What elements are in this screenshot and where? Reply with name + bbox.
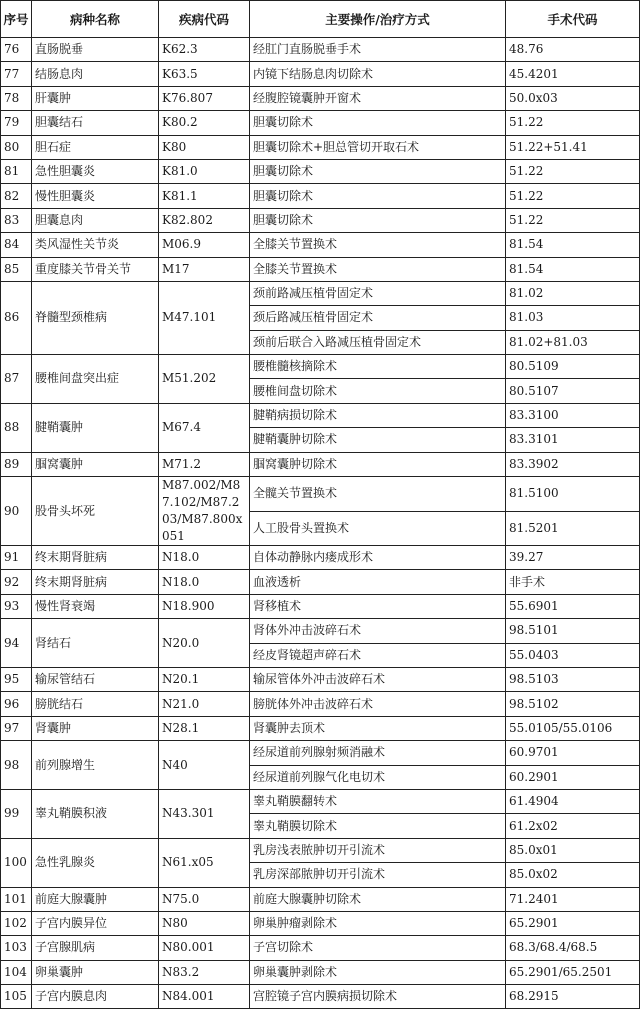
operation-cell: 腘窝囊肿切除术 <box>250 452 506 476</box>
operation-cell: 乳房深部脓肿切开引流术 <box>250 863 506 887</box>
disease-code-cell: K82.802 <box>159 208 250 232</box>
disease-code-cell: M51.202 <box>159 355 250 404</box>
disease-name-cell: 子宫腺肌病 <box>32 936 159 960</box>
disease-code-cell: M67.4 <box>159 403 250 452</box>
disease-name-cell: 胆石症 <box>32 135 159 159</box>
op-code-cell: 98.5101 <box>506 619 640 643</box>
disease-name-cell: 直肠脱垂 <box>32 38 159 62</box>
operation-cell: 输尿管体外冲击波碎石术 <box>250 667 506 691</box>
op-code-cell: 98.5102 <box>506 692 640 716</box>
disease-name-cell: 肾囊肿 <box>32 716 159 740</box>
disease-code-cell: K63.5 <box>159 62 250 86</box>
operation-cell: 内镜下结肠息肉切除术 <box>250 62 506 86</box>
operation-cell: 胆囊切除术 <box>250 111 506 135</box>
table-row <box>1 281 640 305</box>
op-code-cell: 68.3/68.4/68.5 <box>506 936 640 960</box>
disease-name-cell: 慢性胆囊炎 <box>32 184 159 208</box>
seq-cell: 93 <box>1 594 32 618</box>
operation-cell: 经腹腔镜囊肿开窗术 <box>250 86 506 110</box>
seq-cell: 89 <box>1 452 32 476</box>
disease-code-cell: K80.2 <box>159 111 250 135</box>
disease-code-cell: N61.x05 <box>159 838 250 887</box>
disease-name-cell: 胆囊息肉 <box>32 208 159 232</box>
header-seq: 序号 <box>1 1 32 38</box>
seq-cell: 85 <box>1 257 32 281</box>
disease-name-cell: 卵巢囊肿 <box>32 960 159 984</box>
operation-cell: 全膝关节置换术 <box>250 257 506 281</box>
header-operation: 主要操作/治疗方式 <box>250 1 506 38</box>
disease-code-cell: M47.101 <box>159 281 250 354</box>
disease-code-cell: N18.0 <box>159 570 250 594</box>
operation-cell: 卵巢囊肿剥除术 <box>250 960 506 984</box>
disease-code-cell: N80.001 <box>159 936 250 960</box>
table-body <box>1 38 640 1009</box>
disease-name-cell: 腰椎间盘突出症 <box>32 355 159 404</box>
disease-name-cell: 肝囊肿 <box>32 86 159 110</box>
table-row <box>1 38 640 62</box>
disease-code-cell: N40 <box>159 741 250 790</box>
operation-cell: 睾丸鞘膜翻转术 <box>250 789 506 813</box>
disease-name-cell: 膀胱结石 <box>32 692 159 716</box>
op-code-cell: 50.0x03 <box>506 86 640 110</box>
operation-cell: 血液透析 <box>250 570 506 594</box>
operation-cell: 膀胱体外冲击波碎石术 <box>250 692 506 716</box>
op-code-cell: 51.22 <box>506 111 640 135</box>
table-row <box>1 667 640 691</box>
op-code-cell: 39.27 <box>506 546 640 570</box>
table-row <box>1 911 640 935</box>
disease-name-cell: 急性乳腺炎 <box>32 838 159 887</box>
table-row <box>1 838 640 862</box>
table-row <box>1 111 640 135</box>
disease-code-cell: N21.0 <box>159 692 250 716</box>
header-op-code: 手术代码 <box>506 1 640 38</box>
table-header-row <box>1 1 640 38</box>
table-row <box>1 257 640 281</box>
disease-code-cell: K81.1 <box>159 184 250 208</box>
disease-name-cell: 胆囊结石 <box>32 111 159 135</box>
operation-cell: 乳房浅表脓肿切开引流术 <box>250 838 506 862</box>
table-row <box>1 887 640 911</box>
seq-cell: 80 <box>1 135 32 159</box>
table-row <box>1 692 640 716</box>
table-row <box>1 86 640 110</box>
table-row <box>1 619 640 643</box>
disease-name-cell: 脊髓型颈椎病 <box>32 281 159 354</box>
header-disease-code: 疾病代码 <box>159 1 250 38</box>
seq-cell: 104 <box>1 960 32 984</box>
op-code-cell: 85.0x01 <box>506 838 640 862</box>
op-code-cell: 81.5100 <box>506 477 640 512</box>
op-code-cell: 85.0x02 <box>506 863 640 887</box>
table-row <box>1 570 640 594</box>
operation-cell: 颈前路减压植骨固定术 <box>250 281 506 305</box>
operation-cell: 经尿道前列腺气化电切术 <box>250 765 506 789</box>
disease-name-cell: 子宫内膜异位 <box>32 911 159 935</box>
disease-name-cell: 终末期肾脏病 <box>32 546 159 570</box>
seq-cell: 83 <box>1 208 32 232</box>
op-code-cell: 51.22+51.41 <box>506 135 640 159</box>
operation-cell: 卵巢肿瘤剥除术 <box>250 911 506 935</box>
op-code-cell: 60.9701 <box>506 741 640 765</box>
disease-name-cell: 输尿管结石 <box>32 667 159 691</box>
seq-cell: 101 <box>1 887 32 911</box>
op-code-cell: 83.3100 <box>506 403 640 427</box>
table-row <box>1 355 640 379</box>
operation-cell: 腰椎间盘切除术 <box>250 379 506 403</box>
operation-cell: 胆囊切除术+胆总管切开取石术 <box>250 135 506 159</box>
op-code-cell: 81.54 <box>506 257 640 281</box>
disease-code-cell: N18.900 <box>159 594 250 618</box>
operation-cell: 胆囊切除术 <box>250 159 506 183</box>
table-row <box>1 477 640 512</box>
operation-cell: 胆囊切除术 <box>250 208 506 232</box>
op-code-cell: 65.2901 <box>506 911 640 935</box>
disease-name-cell: 类风湿性关节炎 <box>32 233 159 257</box>
operation-cell: 自体动静脉内瘘成形术 <box>250 546 506 570</box>
disease-code-cell: N80 <box>159 911 250 935</box>
seq-cell: 99 <box>1 789 32 838</box>
table-row <box>1 960 640 984</box>
op-code-cell: 83.3101 <box>506 428 640 452</box>
seq-cell: 82 <box>1 184 32 208</box>
operation-cell: 颈前后联合入路减压植骨固定术 <box>250 330 506 354</box>
operation-cell: 肾移植术 <box>250 594 506 618</box>
seq-cell: 76 <box>1 38 32 62</box>
op-code-cell: 80.5107 <box>506 379 640 403</box>
table-row <box>1 936 640 960</box>
op-code-cell: 80.5109 <box>506 355 640 379</box>
disease-code-cell: M71.2 <box>159 452 250 476</box>
operation-cell: 全膝关节置换术 <box>250 233 506 257</box>
op-code-cell: 68.2915 <box>506 985 640 1009</box>
seq-cell: 94 <box>1 619 32 668</box>
seq-cell: 90 <box>1 477 32 546</box>
disease-code-cell: K81.0 <box>159 159 250 183</box>
op-code-cell: 81.03 <box>506 306 640 330</box>
disease-name-cell: 前列腺增生 <box>32 741 159 790</box>
seq-cell: 102 <box>1 911 32 935</box>
operation-cell: 腰椎髓核摘除术 <box>250 355 506 379</box>
seq-cell: 84 <box>1 233 32 257</box>
op-code-cell: 83.3902 <box>506 452 640 476</box>
table-row <box>1 741 640 765</box>
seq-cell: 86 <box>1 281 32 354</box>
disease-name-cell: 睾丸鞘膜积液 <box>32 789 159 838</box>
disease-code-cell: N20.1 <box>159 667 250 691</box>
op-code-cell: 48.76 <box>506 38 640 62</box>
disease-name-cell: 子宫内膜息肉 <box>32 985 159 1009</box>
table-row <box>1 716 640 740</box>
op-code-cell: 61.4904 <box>506 789 640 813</box>
op-code-cell: 55.0105/55.0106 <box>506 716 640 740</box>
op-code-cell: 61.2x02 <box>506 814 640 838</box>
seq-cell: 105 <box>1 985 32 1009</box>
disease-code-cell: M87.002/M87.102/M87.203/M87.800x051 <box>159 477 250 546</box>
seq-cell: 100 <box>1 838 32 887</box>
seq-cell: 97 <box>1 716 32 740</box>
operation-cell: 经皮肾镜超声碎石术 <box>250 643 506 667</box>
operation-cell: 睾丸鞘膜切除术 <box>250 814 506 838</box>
table-row <box>1 594 640 618</box>
disease-code-cell: N28.1 <box>159 716 250 740</box>
disease-code-cell: N83.2 <box>159 960 250 984</box>
op-code-cell: 81.5201 <box>506 511 640 546</box>
disease-name-cell: 腘窝囊肿 <box>32 452 159 476</box>
seq-cell: 98 <box>1 741 32 790</box>
seq-cell: 79 <box>1 111 32 135</box>
disease-name-cell: 慢性肾衰竭 <box>32 594 159 618</box>
op-code-cell: 81.02 <box>506 281 640 305</box>
operation-cell: 宫腔镜子宫内膜病损切除术 <box>250 985 506 1009</box>
seq-cell: 88 <box>1 403 32 452</box>
seq-cell: 103 <box>1 936 32 960</box>
operation-cell: 颈后路减压植骨固定术 <box>250 306 506 330</box>
disease-code-cell: M17 <box>159 257 250 281</box>
operation-cell: 腱鞘病损切除术 <box>250 403 506 427</box>
header-disease: 病种名称 <box>32 1 159 38</box>
op-code-cell: 81.02+81.03 <box>506 330 640 354</box>
seq-cell: 78 <box>1 86 32 110</box>
operation-cell: 胆囊切除术 <box>250 184 506 208</box>
table-row <box>1 208 640 232</box>
table-row <box>1 184 640 208</box>
op-code-cell: 51.22 <box>506 159 640 183</box>
seq-cell: 95 <box>1 667 32 691</box>
seq-cell: 91 <box>1 546 32 570</box>
op-code-cell: 71.2401 <box>506 887 640 911</box>
disease-name-cell: 终末期肾脏病 <box>32 570 159 594</box>
op-code-cell: 非手术 <box>506 570 640 594</box>
operation-cell: 子宫切除术 <box>250 936 506 960</box>
disease-code-cell: N75.0 <box>159 887 250 911</box>
table-row <box>1 403 640 427</box>
op-code-cell: 60.2901 <box>506 765 640 789</box>
table-row <box>1 62 640 86</box>
seq-cell: 96 <box>1 692 32 716</box>
operation-cell: 前庭大腺囊肿切除术 <box>250 887 506 911</box>
seq-cell: 87 <box>1 355 32 404</box>
op-code-cell: 55.6901 <box>506 594 640 618</box>
operation-cell: 肾体外冲击波碎石术 <box>250 619 506 643</box>
seq-cell: 81 <box>1 159 32 183</box>
disease-name-cell: 腱鞘囊肿 <box>32 403 159 452</box>
disease-name-cell: 前庭大腺囊肿 <box>32 887 159 911</box>
operation-cell: 经肛门直肠脱垂手术 <box>250 38 506 62</box>
table-row <box>1 452 640 476</box>
seq-cell: 77 <box>1 62 32 86</box>
disease-code-cell: N43.301 <box>159 789 250 838</box>
table-row <box>1 159 640 183</box>
operation-cell: 经尿道前列腺射频消融术 <box>250 741 506 765</box>
seq-cell: 92 <box>1 570 32 594</box>
operation-cell: 肾囊肿去顶术 <box>250 716 506 740</box>
op-code-cell: 51.22 <box>506 184 640 208</box>
disease-name-cell: 结肠息肉 <box>32 62 159 86</box>
disease-name-cell: 急性胆囊炎 <box>32 159 159 183</box>
disease-name-cell: 肾结石 <box>32 619 159 668</box>
disease-name-cell: 股骨头坏死 <box>32 477 159 546</box>
op-code-cell: 81.54 <box>506 233 640 257</box>
op-code-cell: 65.2901/65.2501 <box>506 960 640 984</box>
operation-cell: 全髋关节置换术 <box>250 477 506 512</box>
table-row <box>1 135 640 159</box>
disease-code-cell: N20.0 <box>159 619 250 668</box>
disease-code-cell: K80 <box>159 135 250 159</box>
op-code-cell: 45.4201 <box>506 62 640 86</box>
op-code-cell: 51.22 <box>506 208 640 232</box>
operation-cell: 腱鞘囊肿切除术 <box>250 428 506 452</box>
op-code-cell: 98.5103 <box>506 667 640 691</box>
disease-code-cell: N84.001 <box>159 985 250 1009</box>
op-code-cell: 55.0403 <box>506 643 640 667</box>
disease-code-cell: K62.3 <box>159 38 250 62</box>
table-row <box>1 985 640 1009</box>
disease-code-cell: M06.9 <box>159 233 250 257</box>
table-row <box>1 789 640 813</box>
disease-code-cell: N18.0 <box>159 546 250 570</box>
disease-name-cell: 重度膝关节骨关节 <box>32 257 159 281</box>
table-row <box>1 546 640 570</box>
operation-cell: 人工股骨头置换术 <box>250 511 506 546</box>
disease-code-cell: K76.807 <box>159 86 250 110</box>
table-row <box>1 233 640 257</box>
